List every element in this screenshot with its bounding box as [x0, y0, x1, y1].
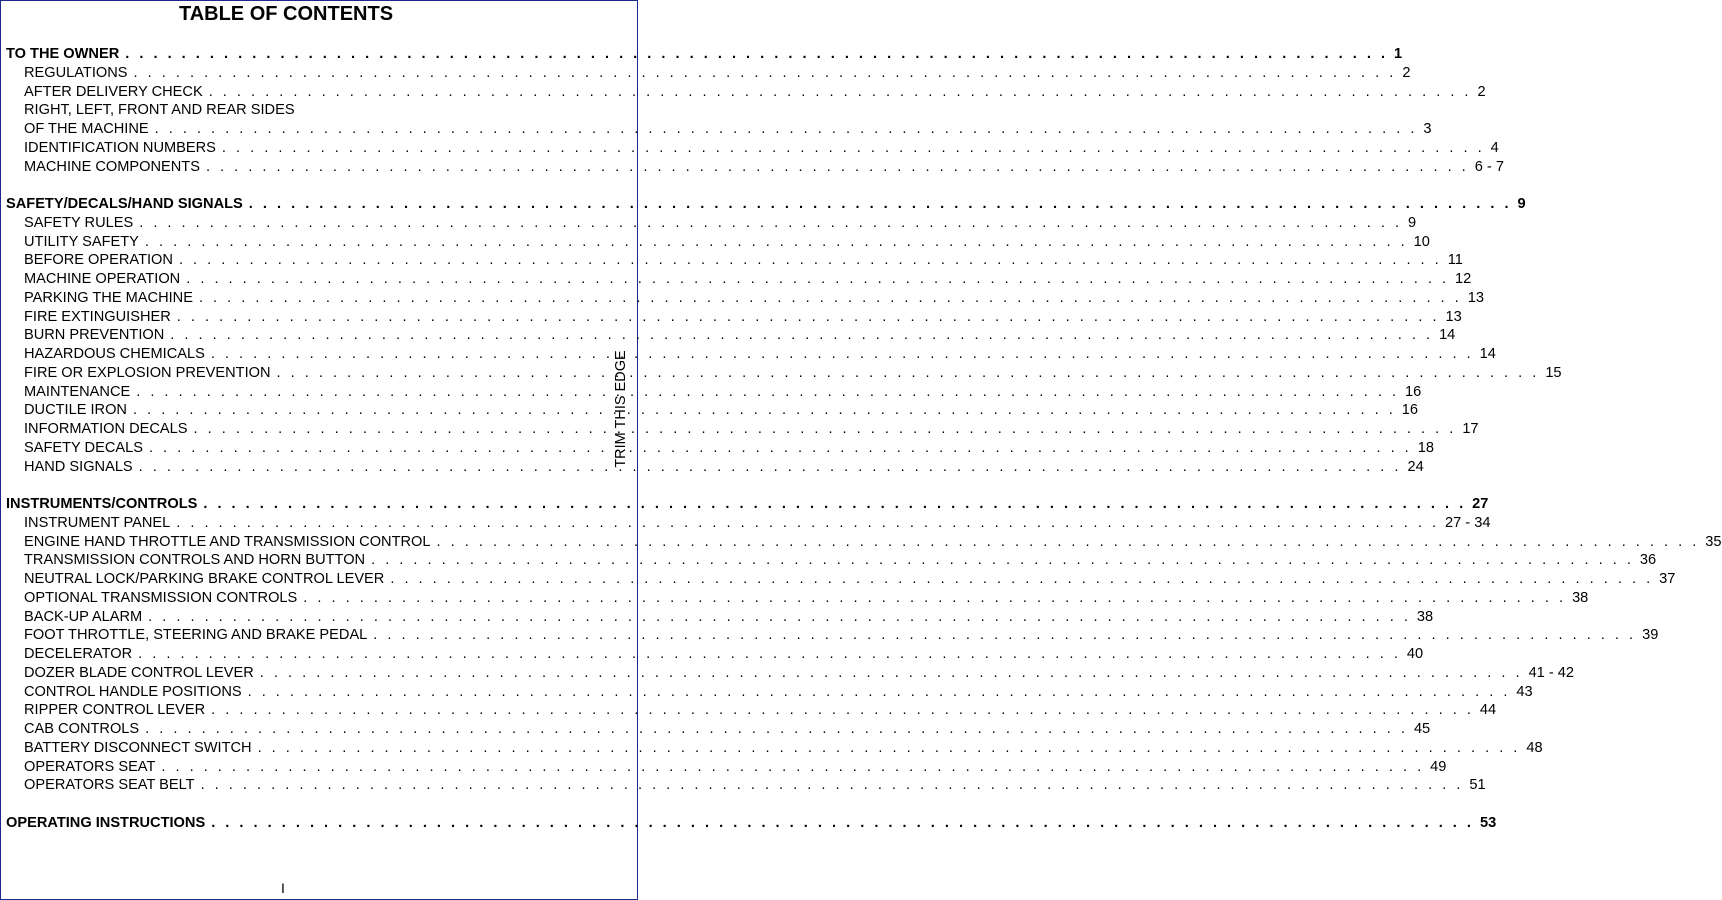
- toc-entry-row: [6, 664, 1574, 683]
- toc-page-number: 1: [1394, 46, 1403, 62]
- dot-leader: . . . . . . . . . . . . . . . . . . . . . . . . . . . . . . . . . . . . . . . . . . . . . . . . . . . . . . . . . . . . . . . . . . . . . . . . . . . . . . . . . . . . . . . . . .: [136, 383, 1399, 400]
- toc-entry-row: [6, 101, 568, 120]
- dot-leader: . . . . . . . . . . . . . . . . . . . . . . . . . . . . . . . . . . . . . . . . . . . . . . . . . . . . . . . . . . . . . . . . . . . . . . . . . . . . . . . . . . . . . . . . . .: [193, 421, 1457, 437]
- toc-entry-label: ENGINE HAND THROTTLE AND TRANSMISSION CONTROL: [24, 533, 431, 550]
- toc-entry-row: [6, 720, 1431, 739]
- dot-leader: . . . . . . . . . . . . . . . . . . . . . . . . . . . . . . . . . . . . . . . . . . . . . . . . . . . . . . . . . . . . . . . . . . . . . . . . . . . . . . . . . . . . . . . . . .: [125, 46, 1389, 62]
- dot-leader: . . . . . . . . . . . . . . . . . . . . . . . . . . . . . . . . . . . . . . . . . . . . . . . . . . . . . . . . . . . . . . . . . . . . . . . . . . . . . . . . . . . . . . . . . .: [138, 646, 1401, 662]
- toc-page-number: 43: [1516, 683, 1533, 700]
- toc-entry-label: UTILITY SAFETY: [24, 233, 139, 250]
- dot-leader: . . . . . . . . . . . . . . . . . . . . . . . . . . . . . . . . . . . . . . . . . . . . . . . . . . . . . . . . . . . . . . . . . . . . . . . . . . . . . . . . . . . . . . . . . .: [154, 121, 1418, 137]
- toc-entry-row: [6, 83, 1486, 102]
- toc-page-number: 36: [1639, 552, 1657, 569]
- toc-page-number: 10: [1413, 233, 1430, 250]
- toc-entry-label: INSTRUMENT PANEL: [24, 514, 171, 531]
- section-spacer: [6, 176, 568, 195]
- toc-entry-label: MACHINE OPERATION: [24, 271, 181, 287]
- toc-entry-row: [6, 739, 1543, 758]
- toc-entry-row: [6, 420, 1479, 439]
- toc-page-number: 18: [1417, 439, 1434, 456]
- toc-page-number: 27: [1472, 496, 1489, 512]
- dot-leader: . . . . . . . . . . . . . . . . . . . . . . . . . . . . . . . . . . . . . . . . . . . . . . . . . . . . . . . . . . . . . . . . . . . . . . . . . . . . . . . . . . . . . . . . . .: [257, 739, 1521, 756]
- dot-leader: . . . . . . . . . . . . . . . . . . . . . . . . . . . . . . . . . . . . . . . . . . . . . . . . . . . . . . . . . . . . . . . . . . . . . . . . . . . . . . . . . . . . . . . . . .: [133, 64, 1397, 81]
- toc-entry-row: [6, 233, 1430, 252]
- toc-entry-label: DOZER BLADE CONTROL LEVER: [24, 664, 254, 681]
- toc-entry-row: [6, 551, 1657, 570]
- toc-entry-label: CONTROL HANDLE POSITIONS: [24, 683, 242, 700]
- toc-entry-label: INFORMATION DECALS: [24, 421, 188, 437]
- toc-entry-row: [6, 64, 1411, 83]
- toc-entry-row: [6, 120, 1432, 139]
- toc-entry-row: [6, 326, 1456, 345]
- dot-leader: . . . . . . . . . . . . . . . . . . . . . . . . . . . . . . . . . . . . . . . . . . . . . . . . . . . . . . . . . . . . . . . . . . . . . . . . . . . . . . . . . . . . . . . . . .: [176, 308, 1440, 325]
- toc-page-number: 38: [1416, 608, 1434, 625]
- dot-leader: . . . . . . . . . . . . . . . . . . . . . . . . . . . . . . . . . . . . . . . . . . . . . . . . . . . . . . . . . . . . . . . . . . . . . . . . . . . . . . . . . . . . . . . . . .: [148, 608, 1411, 625]
- toc-page-number: 48: [1526, 739, 1543, 756]
- toc-entry-row: [6, 514, 1491, 533]
- toc-page-number: 15: [1545, 364, 1562, 381]
- toc-entry-label: MAINTENANCE: [24, 383, 131, 400]
- toc-entry-label: CAB CONTROLS: [24, 721, 140, 737]
- toc-entry-label: PARKING THE MACHINE: [24, 289, 193, 306]
- toc-entry-row: [6, 251, 1463, 270]
- toc-entry-label: HAZARDOUS CHEMICALS: [24, 346, 205, 362]
- toc-entry-label: OF THE MACHINE: [24, 121, 149, 137]
- dot-leader: . . . . . . . . . . . . . . . . . . . . . . . . . . . . . . . . . . . . . . . . . . . . . . . . . . . . . . . . . . . . . . . . . . . . . . . . . . . . . . . . . . . . . . . . . .: [221, 139, 1485, 156]
- toc-entry-label: OPERATORS SEAT BELT: [24, 777, 195, 794]
- toc-section-row: [6, 195, 1526, 214]
- toc-entry-label: AFTER DELIVERY CHECK: [24, 83, 203, 100]
- toc-entry-label: OPTIONAL TRANSMISSION CONTROLS: [24, 589, 298, 606]
- toc-entry-label: BEFORE OPERATION: [24, 252, 173, 269]
- toc-page-number: 41 - 42: [1528, 664, 1574, 681]
- section-spacer: [6, 795, 568, 814]
- toc-entry-row: [6, 758, 1447, 777]
- toc-page-number: 12: [1455, 271, 1472, 287]
- toc-page-number: 9: [1408, 214, 1417, 231]
- toc-section-row: [6, 814, 1497, 833]
- dot-leader: . . . . . . . . . . . . . . . . . . . . . . . . . . . . . . . . . . . . . . . . . . . . . . . . . . . . . . . . . . . . . . . . . . . . . . . . . . . . . . . . . . . . . . . . . .: [303, 589, 1567, 606]
- toc-entry-row: [6, 608, 1434, 627]
- dot-leader: . . . . . . . . . . . . . . . . . . . . . . . . . . . . . . . . . . . . . . . . . . . . . . . . . . . . . . . . . . . . . . . . . . . . . . . . . . . . . . . . . . . . . . . . . .: [436, 533, 1700, 550]
- dot-leader: . . . . . . . . . . . . . . . . . . . . . . . . . . . . . . . . . . . . . . . . . . . . . . . . . . . . . . . . . . . . . . . . . . . . . . . . . . . . . . . . . . . . . . . . . .: [248, 196, 1512, 212]
- dot-leader: . . . . . . . . . . . . . . . . . . . . . . . . . . . . . . . . . . . . . . . . . . . . . . . . . . . . . . . . . . . . . . . . . . . . . . . . . . . . . . . . . . . . . . . . . .: [145, 721, 1408, 737]
- toc-page-number: 45: [1413, 721, 1431, 737]
- toc-entry-row: [6, 345, 1496, 364]
- trim-edge-label: TRIM THIS EDGE: [613, 350, 629, 468]
- toc-entry-row: [6, 776, 1486, 795]
- toc-entry-row: [6, 533, 1722, 552]
- toc-section-row: [6, 495, 1489, 514]
- toc-page-number: 37: [1659, 571, 1676, 587]
- toc-entry-label: IDENTIFICATION NUMBERS: [24, 139, 216, 156]
- dot-leader: . . . . . . . . . . . . . . . . . . . . . . . . . . . . . . . . . . . . . . . . . . . . . . . . . . . . . . . . . . . . . . . . . . . . . . . . . . . . . . . . . . . . . . . . . .: [210, 346, 1474, 362]
- dot-leader: . . . . . . . . . . . . . . . . . . . . . . . . . . . . . . . . . . . . . . . . . . . . . . . . . . . . . . . . . . . . . . . . . . . . . . . . . . . . . . . . . . . . . . . . . .: [211, 814, 1474, 831]
- dot-leader: . . . . . . . . . . . . . . . . . . . . . . . . . . . . . . . . . . . . . . . . . . . . . . . . . . . . . . . . . . . . . . . . . . . . . . . . . . . . . . . . . . . . . . . . . .: [176, 514, 1440, 531]
- toc-page-number: 49: [1430, 758, 1447, 775]
- toc-entry-label: MACHINE COMPONENTS: [24, 158, 200, 175]
- toc-entry-label: REGULATIONS: [24, 64, 128, 81]
- dot-leader: . . . . . . . . . . . . . . . . . . . . . . . . . . . . . . . . . . . . . . . . . . . . . . . . . . . . . . . . . . . . . . . . . . . . . . . . . . . . . . . . . . . . . . . . . .: [211, 702, 1474, 719]
- toc-page-number: 14: [1439, 327, 1456, 344]
- dot-leader: . . . . . . . . . . . . . . . . . . . . . . . . . . . . . . . . . . . . . . . . . . . . . . . . . . . . . . . . . . . . . . . . . . . . . . . . . . . . . . . . . . . . . . . . . .: [148, 439, 1412, 456]
- toc-page-number: 16: [1405, 383, 1422, 400]
- toc-entry-row: [6, 645, 1424, 664]
- dot-leader: . . . . . . . . . . . . . . . . . . . . . . . . . . . . . . . . . . . . . . . . . . . . . . . . . . . . . . . . . . . . . . . . . . . . . . . . . . . . . . . . . . . . . . . . . .: [373, 627, 1637, 644]
- dot-leader: . . . . . . . . . . . . . . . . . . . . . . . . . . . . . . . . . . . . . . . . . . . . . . . . . . . . . . . . . . . . . . . . . . . . . . . . . . . . . . . . . . . . . . . . . .: [144, 233, 1408, 250]
- toc-page-number: 17: [1462, 421, 1479, 437]
- dot-leader: . . . . . . . . . . . . . . . . . . . . . . . . . . . . . . . . . . . . . . . . . . . . . . . . . . . . . . . . . . . . . . . . . . . . . . . . . . . . . . . . . . . . . . . . . .: [371, 552, 1634, 569]
- toc-entry-row: [6, 270, 1472, 289]
- dot-leader: . . . . . . . . . . . . . . . . . . . . . . . . . . . . . . . . . . . . . . . . . . . . . . . . . . . . . . . . . . . . . . . . . . . . . . . . . . . . . . . . . . . . . . . . . .: [139, 214, 1402, 231]
- toc-entry-row: [6, 701, 1497, 720]
- dot-leader: . . . . . . . . . . . . . . . . . . . . . . . . . . . . . . . . . . . . . . . . . . . . . . . . . . . . . . . . . . . . . . . . . . . . . . . . . . . . . . . . . . . . . . . . . .: [200, 777, 1464, 794]
- dot-leader: . . . . . . . . . . . . . . . . . . . . . . . . . . . . . . . . . . . . . . . . . . . . . . . . . . . . . . . . . . . . . . . . . . . . . . . . . . . . . . . . . . . . . . . . . .: [259, 664, 1523, 681]
- dot-leader: . . . . . . . . . . . . . . . . . . . . . . . . . . . . . . . . . . . . . . . . . . . . . . . . . . . . . . . . . . . . . . . . . . . . . . . . . . . . . . . . . . . . . . . . . .: [138, 458, 1402, 475]
- toc-entry-row: [6, 289, 1484, 308]
- toc-entry-row: [6, 401, 1418, 420]
- toc-entry-label: TRANSMISSION CONTROLS AND HORN BUTTON: [24, 552, 366, 569]
- toc-page-number: 40: [1406, 646, 1424, 662]
- toc-entry-row: [6, 383, 1422, 402]
- toc-entry-row: [6, 308, 1462, 327]
- toc-page-number: 39: [1642, 627, 1659, 644]
- page-number-footer: I: [281, 880, 285, 896]
- toc-entry-label: OPERATORS SEAT: [24, 758, 156, 775]
- toc-page-number: 51: [1469, 777, 1486, 794]
- toc-page-number: 11: [1447, 252, 1463, 269]
- dot-leader: . . . . . . . . . . . . . . . . . . . . . . . . . . . . . . . . . . . . . . . . . . . . . . . . . . . . . . . . . . . . . . . . . . . . . . . . . . . . . . . . . . . . . . . . . .: [132, 402, 1396, 419]
- toc-page-number: 13: [1467, 289, 1484, 306]
- toc-entry-label: FOOT THROTTLE, STEERING AND BRAKE PEDAL: [24, 627, 368, 644]
- toc-entry-row: [6, 158, 1504, 177]
- toc-entry-label: SAFETY DECALS: [24, 439, 143, 456]
- toc-entry-label: HAND SIGNALS: [24, 458, 133, 475]
- toc-entry-label: BURN PREVENTION: [24, 327, 165, 344]
- toc-entry-row: [6, 364, 1562, 383]
- toc-page-number: 2: [1402, 64, 1411, 81]
- dot-leader: . . . . . . . . . . . . . . . . . . . . . . . . . . . . . . . . . . . . . . . . . . . . . . . . . . . . . . . . . . . . . . . . . . . . . . . . . . . . . . . . . . . . . . . . . .: [203, 496, 1467, 512]
- toc-page-number: 53: [1479, 814, 1497, 831]
- toc-entry-label: FIRE EXTINGUISHER: [24, 308, 171, 325]
- toc-entry-row: [6, 139, 1499, 158]
- toc-entry-row: [6, 626, 1659, 645]
- dot-leader: . . . . . . . . . . . . . . . . . . . . . . . . . . . . . . . . . . . . . . . . . . . . . . . . . . . . . . . . . . . . . . . . . . . . . . . . . . . . . . . . . . . . . . . . . .: [205, 158, 1469, 175]
- toc-page-number: 35: [1705, 533, 1722, 550]
- toc-page-number: 16: [1401, 402, 1418, 419]
- toc-page-number: 27 - 34: [1445, 514, 1491, 531]
- toc-entry-row: [6, 439, 1434, 458]
- toc-section-row: [6, 45, 1403, 64]
- toc-entry-label: DECELERATOR: [24, 646, 133, 662]
- toc-entry-label: NEUTRAL LOCK/PARKING BRAKE CONTROL LEVER: [24, 571, 385, 587]
- dot-leader: . . . . . . . . . . . . . . . . . . . . . . . . . . . . . . . . . . . . . . . . . . . . . . . . . . . . . . . . . . . . . . . . . . . . . . . . . . . . . . . . . . . . . . . . . .: [186, 271, 1450, 287]
- toc-entry-row: [6, 683, 1533, 702]
- toc-entry-label: FIRE OR EXPLOSION PREVENTION: [24, 364, 271, 381]
- toc-section-label: INSTRUMENTS/CONTROLS: [6, 496, 198, 512]
- toc-section-label: SAFETY/DECALS/HAND SIGNALS: [6, 196, 243, 212]
- toc-page-number: 38: [1572, 589, 1589, 606]
- toc-page-number: 9: [1517, 196, 1526, 212]
- toc-entry-label: DUCTILE IRON: [24, 402, 127, 419]
- section-spacer: [6, 476, 568, 495]
- toc-page-number: 14: [1479, 346, 1496, 362]
- toc-entry-row: [6, 589, 1589, 608]
- toc-page-number: 2: [1477, 83, 1486, 100]
- toc-page-number: 13: [1445, 308, 1462, 325]
- toc-section-label: TO THE OWNER: [6, 46, 120, 62]
- toc-section-label: OPERATING INSTRUCTIONS: [6, 814, 206, 831]
- dot-leader: . . . . . . . . . . . . . . . . . . . . . . . . . . . . . . . . . . . . . . . . . . . . . . . . . . . . . . . . . . . . . . . . . . . . . . . . . . . . . . . . . . . . . . . . . .: [161, 758, 1425, 775]
- dot-leader: . . . . . . . . . . . . . . . . . . . . . . . . . . . . . . . . . . . . . . . . . . . . . . . . . . . . . . . . . . . . . . . . . . . . . . . . . . . . . . . . . . . . . . . . . .: [198, 289, 1462, 306]
- page-title: TABLE OF CONTENTS: [178, 3, 394, 25]
- toc-entry-label: RIGHT, LEFT, FRONT AND REAR SIDES: [24, 102, 295, 119]
- toc-entry-row: [6, 458, 1424, 477]
- toc-page-number: 3: [1423, 121, 1432, 137]
- toc-entry-row: [6, 214, 1417, 233]
- toc-entry-label: BATTERY DISCONNECT SWITCH: [24, 739, 252, 756]
- toc-entry-row: [6, 570, 1676, 589]
- dot-leader: . . . . . . . . . . . . . . . . . . . . . . . . . . . . . . . . . . . . . . . . . . . . . . . . . . . . . . . . . . . . . . . . . . . . . . . . . . . . . . . . . . . . . . . . . .: [178, 252, 1442, 269]
- dot-leader: . . . . . . . . . . . . . . . . . . . . . . . . . . . . . . . . . . . . . . . . . . . . . . . . . . . . . . . . . . . . . . . . . . . . . . . . . . . . . . . . . . . . . . . . . .: [276, 364, 1540, 381]
- toc-entry-label: SAFETY RULES: [24, 214, 134, 231]
- dot-leader: . . . . . . . . . . . . . . . . . . . . . . . . . . . . . . . . . . . . . . . . . . . . . . . . . . . . . . . . . . . . . . . . . . . . . . . . . . . . . . . . . . . . . . . . . .: [390, 571, 1654, 587]
- dot-leader: . . . . . . . . . . . . . . . . . . . . . . . . . . . . . . . . . . . . . . . . . . . . . . . . . . . . . . . . . . . . . . . . . . . . . . . . . . . . . . . . . . . . . . . . . .: [170, 327, 1434, 344]
- toc-entry-label: BACK-UP ALARM: [24, 608, 143, 625]
- toc-page-number: 44: [1479, 702, 1497, 719]
- dot-leader: . . . . . . . . . . . . . . . . . . . . . . . . . . . . . . . . . . . . . . . . . . . . . . . . . . . . . . . . . . . . . . . . . . . . . . . . . . . . . . . . . . . . . . . . . .: [247, 683, 1511, 700]
- dot-leader: . . . . . . . . . . . . . . . . . . . . . . . . . . . . . . . . . . . . . . . . . . . . . . . . . . . . . . . . . . . . . . . . . . . . . . . . . . . . . . . . . . . . . . . . . .: [208, 83, 1472, 100]
- toc-page-number: 4: [1490, 139, 1499, 156]
- toc-entry-label: RIPPER CONTROL LEVER: [24, 702, 206, 719]
- toc-page-number: 6 - 7: [1474, 158, 1504, 175]
- toc-page-number: 24: [1407, 458, 1424, 475]
